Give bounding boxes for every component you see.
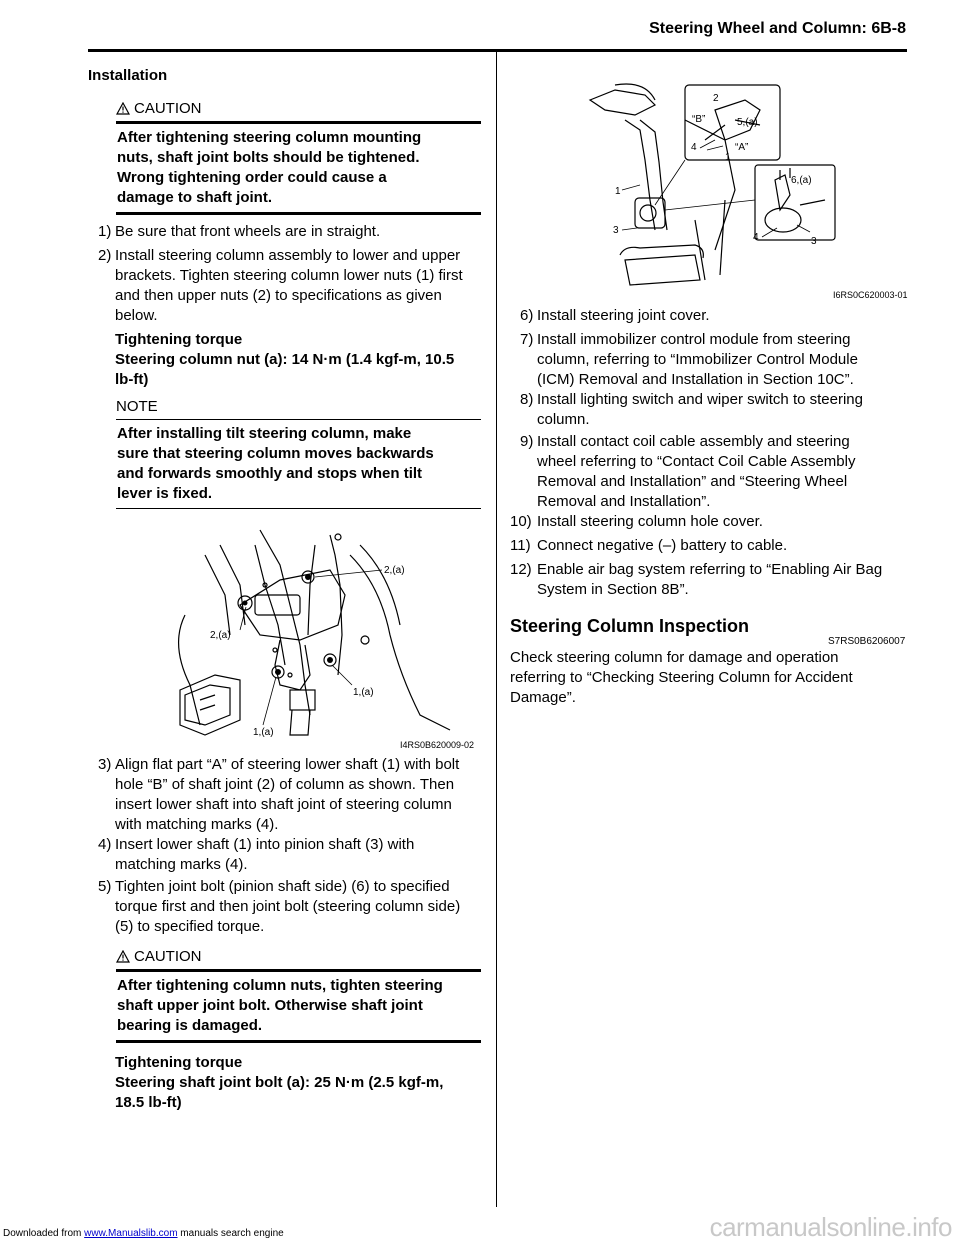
warning-triangle-icon [116, 950, 130, 967]
step-9-line: Removal and Installation”. [537, 493, 711, 510]
step-11 [510, 536, 910, 556]
note-body [117, 424, 434, 504]
step-3-line: Align flat part “A” of steering lower shaft (1) with bolt [115, 756, 460, 773]
header-rule [88, 49, 907, 52]
figure-lower-shaft-install [585, 80, 915, 290]
step-6 [510, 306, 910, 326]
caution-2-line: After tightening column nuts, tighten steering [117, 977, 443, 994]
step-5-line: (5) to specified torque. [115, 918, 265, 935]
step-10-number: 10) [510, 513, 532, 530]
step-2-line: brackets. Tighten steering column lower nuts (1) first [115, 267, 463, 284]
fig2-label: “B” [692, 114, 706, 125]
fig2-label: 4 [691, 142, 697, 153]
step-12 [510, 560, 910, 600]
figure-2-drawing [585, 80, 915, 290]
step-4-number: 4) [98, 836, 112, 853]
step-7-number: 7) [520, 331, 534, 348]
note-line: lever is fixed. [117, 485, 213, 502]
installation-heading: Installation [88, 67, 168, 84]
note-line: and forwards smoothly and stops when tilt [117, 465, 423, 482]
inspection-heading: Steering Column Inspection [510, 616, 750, 636]
step-12-line: Enable air bag system referring to “Enabling Air Bag [537, 561, 883, 578]
step-4-line: Insert lower shaft (1) into pinion shaft (3) with [115, 836, 415, 853]
torque-1-line: lb-ft) [115, 371, 149, 388]
footer-watermark: carmanualsonline.info [709, 1212, 952, 1242]
step-7-line: Install immobilizer control module from steering [537, 331, 851, 348]
step-4-line: matching marks (4). [115, 856, 248, 873]
step-2-number: 2) [98, 247, 112, 264]
page-header-title: Steering Wheel and Column: 6B-8 [649, 20, 906, 37]
torque-2-heading: Tightening torque [115, 1054, 243, 1071]
step-8-number: 8) [520, 391, 534, 408]
step-8 [510, 390, 910, 430]
fig2-label: 5,(a) [737, 117, 758, 128]
fig1-label: 1,(a) [353, 687, 374, 698]
inspection-line: Damage”. [510, 689, 576, 706]
step-5-line: torque first and then joint bolt (steering column side) [115, 898, 461, 915]
step-10 [510, 512, 910, 532]
step-4 [88, 835, 488, 875]
step-9-line: Install contact coil cable assembly and steering [537, 433, 850, 450]
caution-2-line: shaft upper joint bolt. Otherwise shaft joint [117, 997, 423, 1014]
inspection-body [510, 648, 920, 708]
column-divider [496, 52, 497, 1207]
note-line: sure that steering column moves backwards [117, 445, 434, 462]
step-2-line: below. [115, 307, 158, 324]
step-6-text: Install steering joint cover. [537, 307, 710, 324]
step-7-line: column, referring to “Immobilizer Control Module [537, 351, 858, 368]
caution-2-label-text: CAUTION [134, 948, 202, 965]
step-8-line: column. [537, 411, 590, 428]
fig2-label: 4 [753, 232, 759, 243]
fig2-label: “A” [735, 142, 749, 153]
fig2-label: 6,(a) [791, 175, 812, 186]
step-1-text: Be sure that front wheels are in straight. [115, 223, 381, 240]
inspection-code: S7RS0B6206007 [828, 636, 906, 647]
step-11-text: Connect negative (–) battery to cable. [537, 537, 788, 554]
caution-1-line: Wrong tightening order could cause a [117, 169, 387, 186]
step-8-line: Install lighting switch and wiper switch to steering [537, 391, 863, 408]
inspection-line: Check steering column for damage and operation [510, 649, 839, 666]
caution-1-line: nuts, shaft joint bolts should be tightened. [117, 149, 420, 166]
step-3-line: hole “B” of shaft joint (2) of column as shown. Then [115, 776, 455, 793]
caution-1-line: damage to shaft joint. [117, 189, 273, 206]
inspection-line: referring to “Checking Steering Column for Accident [510, 669, 853, 686]
step-3-line: insert lower shaft into shaft joint of steering column [115, 796, 452, 813]
step-5 [88, 877, 488, 937]
caution-2-body [117, 976, 443, 1036]
note-line: After installing tilt steering column, make [117, 425, 412, 442]
caution-2-line: bearing is damaged. [117, 1017, 263, 1034]
step-5-number: 5) [98, 878, 112, 895]
footer-suffix: manuals search engine [177, 1228, 284, 1239]
torque-2-block [115, 1053, 443, 1113]
step-7-line: (ICM) Removal and Installation in Section 10C”. [537, 371, 854, 388]
torque-1-block [115, 330, 454, 390]
step-3-line: with matching marks (4). [115, 816, 279, 833]
fig2-label: 3 [811, 236, 817, 247]
step-9 [510, 432, 910, 512]
caution-1-label-text: CAUTION [134, 100, 202, 117]
step-1-number: 1) [98, 223, 112, 240]
footer-download-line [3, 1228, 284, 1239]
caution-1-line: After tightening steering column mounting [117, 129, 422, 146]
step-9-line: wheel referring to “Contact Coil Cable Assembly [537, 453, 856, 470]
fig1-label: 2,(a) [210, 630, 231, 641]
fig2-label: 1 [615, 186, 621, 197]
caution-1-top-rule [116, 121, 481, 124]
fig2-label: 3 [613, 225, 619, 236]
figure-2-code: I6RS0C620003-01 [833, 290, 908, 300]
footer-prefix: Downloaded from [3, 1228, 85, 1239]
caution-2-top-rule [116, 969, 481, 972]
step-6-number: 6) [520, 307, 534, 324]
step-9-line: Removal and Installation” and “Steering Wheel [537, 473, 848, 490]
torque-2-line: 18.5 lb-ft) [115, 1094, 182, 1111]
figure-1-drawing [160, 525, 480, 750]
note-bottom-rule [116, 508, 481, 509]
torque-1-heading: Tightening torque [115, 331, 243, 348]
fig1-label: 1,(a) [253, 727, 274, 738]
step-9-number: 9) [520, 433, 534, 450]
step-1 [88, 222, 488, 242]
caution-1-bottom-rule [116, 212, 481, 215]
torque-2-line: Steering shaft joint bolt (a): 25 N·m (2.5 kgf-m, [115, 1074, 444, 1091]
fig2-label: 1 [725, 152, 731, 163]
footer-manualslib-link[interactable]: www.Manualslib.com [84, 1228, 178, 1239]
torque-1-line: Steering column nut (a): 14 N·m (1.4 kgf-m, 10.5 [115, 351, 455, 368]
fig1-label: 2,(a) [384, 565, 405, 576]
note-top-rule [116, 419, 481, 420]
step-2-line: and then upper nuts (2) to specifications as given [115, 287, 442, 304]
step-3-number: 3) [98, 756, 112, 773]
caution-1-body [117, 128, 421, 208]
figure-steering-column-mount [160, 525, 480, 750]
caution-1-label [116, 100, 202, 119]
step-2-line: Install steering column assembly to lower and upper [115, 247, 461, 264]
step-10-text: Install steering column hole cover. [537, 513, 763, 530]
step-11-number: 11) [510, 537, 531, 554]
warning-triangle-icon [116, 102, 130, 119]
step-12-number: 12) [510, 561, 532, 578]
caution-2-bottom-rule [116, 1040, 481, 1043]
step-7 [510, 330, 910, 390]
figure-1-code: I4RS0B620009-02 [400, 740, 475, 750]
step-12-line: System in Section 8B”. [537, 581, 689, 598]
step-2 [88, 246, 488, 326]
note-label: NOTE [116, 398, 158, 415]
fig2-label: 2 [713, 93, 719, 104]
step-3 [88, 755, 488, 835]
step-5-line: Tighten joint bolt (pinion shaft side) (6) to specified [115, 878, 450, 895]
caution-2-label [116, 948, 202, 967]
